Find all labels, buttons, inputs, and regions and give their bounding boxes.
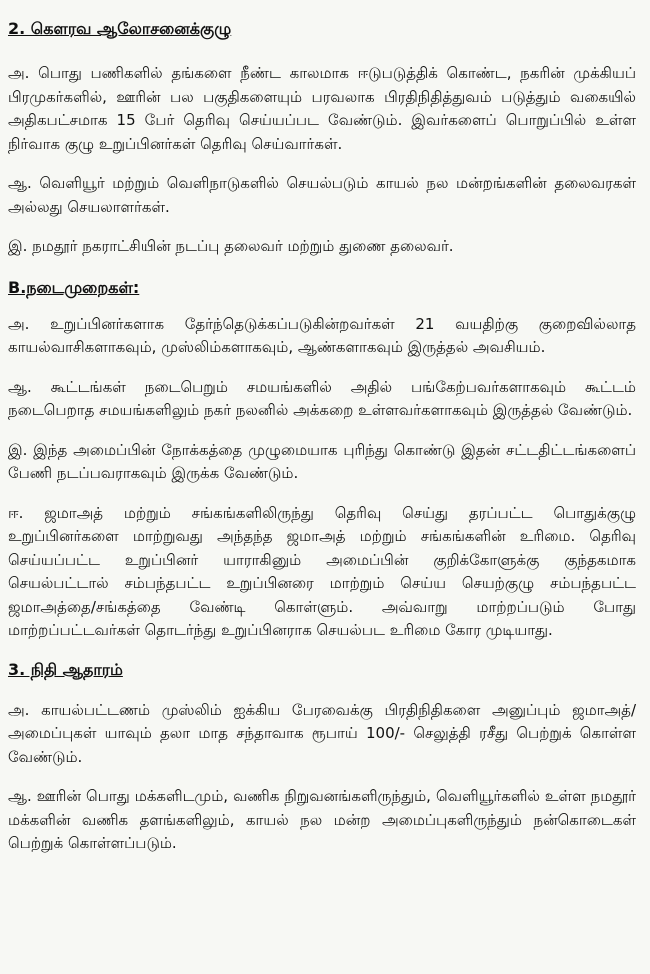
section-procedures xyxy=(8,277,636,643)
paragraph: அ. பொது பணிகளில் தங்களை நீண்ட காலமாக ஈடுபடுத்திக் கொண்ட, நகரின் முக்கியப் பிரமுகர்களில், ஊரின் பல பகுதிகளையும் பரவலாக பிரதிநிதித்துவம் படுத்தும் வகையில் அதிகபட்சமாக 15 பேர் தெரிவு செய்யப்பட வேண்டும். இவர்களைப் பொறுப்பில் உள்ள நிர்வாக குழு உறுப்பினர்கள் தெரிவு செய்வார்கள். xyxy=(8,64,636,153)
paragraph: ஆ. கூட்டங்கள் நடைபெறும் சமயங்களில் அதில் பங்கேற்பவர்களாகவும் கூட்டம் நடைபெறாத சமயங்களிலும் நகர் நலனில் அக்கறை உள்ளவர்களாகவும் இருத்தல் வேண்டும். xyxy=(8,377,636,419)
paragraph: ஈ. ஜமாஅத் மற்றும் சங்கங்களிலிருந்து தெரிவு செய்து தரப்பட்ட பொதுக்குழு உறுப்பினர்களை மாற்றுவது அந்தந்த ஜமாஅத் மற்றும் சங்கங்களின் உரிமை. தெரிவு செய்யப்பட்ட உறுப்பினர் யாராகினும் அமைப்பின் குறிக்கோளுக்கு குந்தகமாக செயல்பட்டால் சம்பந்தபட்ட உறுப்பினரை மாற்றும் செய்ய செயற்குழு சம்பந்தபட்ட ஜமாஅத்தை/சங்கத்தை வேண்டி கொள்ளும். அவ்வாறு மாற்றப்படும் போது மாற்றப்பட்டவர்கள் தொடர்ந்து உறுப்பினராக செயல்பட உரிமை கோர முடியாது. xyxy=(8,503,636,639)
paragraph: அ. உறுப்பினர்களாக தேர்ந்தெடுக்கப்படுகின்றவர்கள் 21 வயதிற்கு குறைவில்லாத காயல்வாசிகளாகவும், முஸ்லிம்களாகவும், ஆண்களாகவும் இருத்தல் அவசியம். xyxy=(8,314,636,356)
paragraph: அ. காயல்பட்டணம் முஸ்லிம் ஐக்கிய பேரவைக்கு பிரதிநிதிகளை அனுப்பும் ஜமாஅத்/அமைப்புகள் யாவும் தலா மாத சந்தாவாக ரூபாய் 100/- செலுத்தி ரசீது பெற்றுக் கொள்ள வேண்டும். xyxy=(8,700,636,766)
paragraph: ஆ. ஊரின் பொது மக்களிடமும், வணிக நிறுவனங்களிருந்தும், வெளியூர்களில் உள்ள நமதூர் மக்களின் வணிக தளங்களிலும், காயல் நல மன்ற அமைப்புகளிருந்தும் நன்கொடைகள் பெற்றுக் கொள்ளப்படும். xyxy=(8,787,636,852)
section-advisory-committee xyxy=(8,18,636,259)
paragraph: ஆ. வெளியூர் மற்றும் வெளிநாடுகளில் செயல்படும் காயல் நல மன்றங்களின் தலைவரகள் அல்லது செயலாளர்கள். xyxy=(8,174,636,216)
paragraph: இ. நமதூர் நகராட்சியின் நடப்பு தலைவர் மற்றும் துணை தலைவர். xyxy=(8,237,454,255)
paragraph: இ. இந்த அமைப்பின் நோக்கத்தை முழுமையாக புரிந்து கொண்டு இதன் சட்டதிட்டங்களைப் பேணி நடப்பவராகவும் இருக்க வேண்டும். xyxy=(8,440,636,482)
section-heading: 2. கௌரவ ஆலோசனைக்குழு xyxy=(8,19,232,38)
section-heading: 3. நிதி ஆதாரம் xyxy=(8,659,123,679)
section-funding xyxy=(8,659,636,856)
section-heading: B.நடைமுறைகள்: xyxy=(8,277,140,297)
